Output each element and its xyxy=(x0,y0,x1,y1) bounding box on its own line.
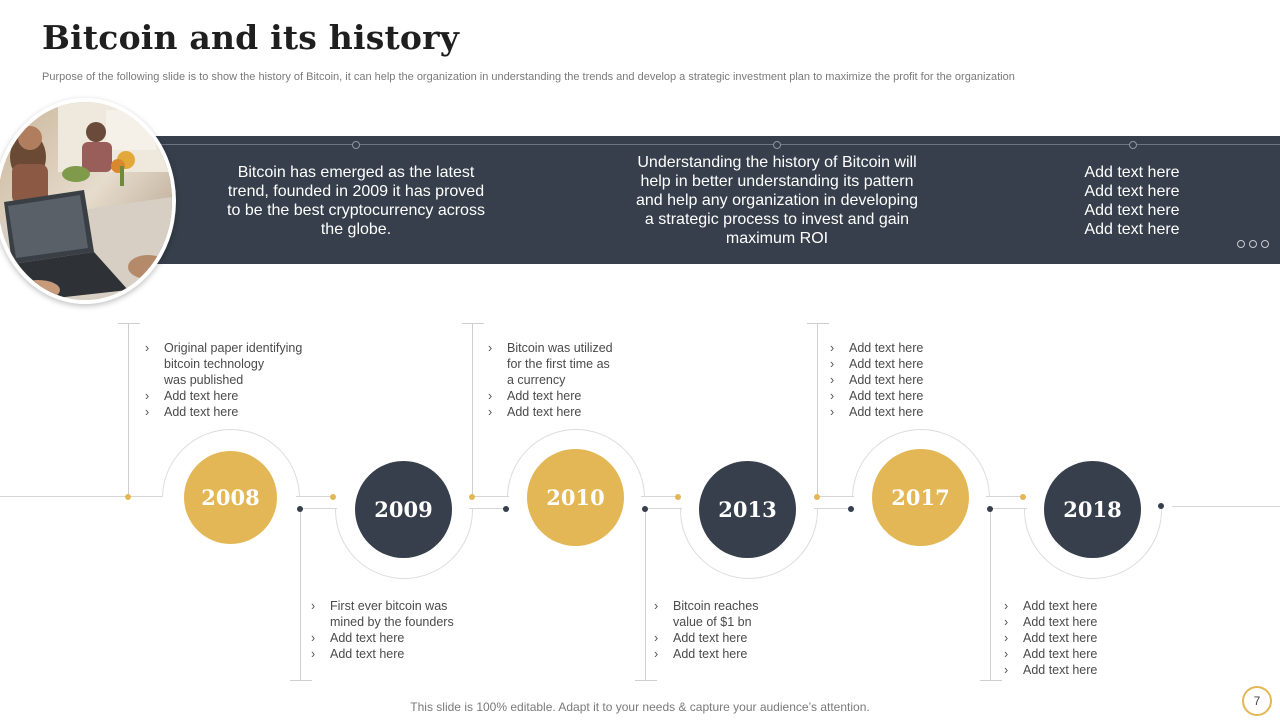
chevron-right-icon: › xyxy=(830,357,835,371)
chevron-right-icon: › xyxy=(1004,599,1009,613)
timeline-dot xyxy=(675,494,681,500)
chevron-right-icon: › xyxy=(1004,631,1009,645)
leader-line xyxy=(817,323,818,497)
chevron-right-icon: › xyxy=(488,341,493,355)
leader-line xyxy=(645,508,646,680)
band-marker xyxy=(773,141,781,149)
band-marker xyxy=(1129,141,1137,149)
connector xyxy=(986,496,1023,497)
list-item: › Add text here xyxy=(488,389,582,403)
chevron-right-icon: › xyxy=(654,647,659,661)
list-item: › Bitcoin reaches xyxy=(654,599,759,613)
chevron-right-icon: › xyxy=(488,389,493,403)
leader-tick xyxy=(290,680,312,681)
list-item: bitcoin technology xyxy=(164,357,265,371)
year-circle-2009: 2009 xyxy=(355,461,452,558)
timeline-dot xyxy=(642,506,648,512)
list-item: › Add text here xyxy=(830,405,924,419)
list-item: › Add text here xyxy=(145,389,239,403)
chevron-right-icon: › xyxy=(1004,647,1009,661)
leader-tick xyxy=(980,680,1002,681)
connector xyxy=(645,508,682,509)
leader-line xyxy=(128,323,129,497)
timeline-dot xyxy=(848,506,854,512)
milestone-list-2017 xyxy=(830,340,923,420)
chevron-right-icon: › xyxy=(311,599,316,613)
list-item: › Add text here xyxy=(654,647,748,661)
year-circle-2018: 2018 xyxy=(1044,461,1141,558)
chevron-right-icon: › xyxy=(145,389,150,403)
list-item: for the first time as xyxy=(507,357,610,371)
connector xyxy=(300,508,337,509)
chevron-right-icon: › xyxy=(830,405,835,419)
list-item: › Add text here xyxy=(830,373,924,387)
milestone-list-2018 xyxy=(1004,598,1097,678)
footer-note: This slide is 100% editable. Adapt it to your needs & capture your audience’s attention. xyxy=(410,700,870,714)
list-item: › Add text here xyxy=(830,341,924,355)
list-item: › Bitcoin was utilized xyxy=(488,341,613,355)
band-text-2: Understanding the history of Bitcoin will help in better understanding its pattern and help any organization in developing a strategic process to invest and gain maximum ROI xyxy=(636,154,918,247)
chevron-right-icon: › xyxy=(488,405,493,419)
timeline-dot xyxy=(1020,494,1026,500)
chevron-right-icon: › xyxy=(830,373,835,387)
list-item: a currency xyxy=(507,373,566,387)
milestone-list-2009 xyxy=(311,598,454,662)
chevron-right-icon: › xyxy=(1004,615,1009,629)
chevron-right-icon: › xyxy=(830,341,835,355)
more-dot-icon[interactable] xyxy=(1249,240,1257,248)
list-item: › Add text here xyxy=(1004,631,1098,645)
chevron-right-icon: › xyxy=(145,341,150,355)
band-text-1: Bitcoin has emerged as the latest trend, founded in 2009 it has proved to be the best cryptocurrency across the globe. xyxy=(227,164,485,238)
milestone-list-2013 xyxy=(654,598,758,662)
connector xyxy=(817,496,854,497)
connector xyxy=(296,496,333,497)
chevron-right-icon: › xyxy=(1004,663,1009,677)
page-title: Bitcoin and its history xyxy=(42,18,460,57)
list-item: › Add text here xyxy=(311,631,405,645)
timeline-dot xyxy=(503,506,509,512)
timeline-dot xyxy=(814,494,820,500)
page-number: 7 xyxy=(1242,686,1272,716)
timeline-dot xyxy=(469,494,475,500)
timeline-dot xyxy=(125,494,131,500)
office-photo xyxy=(0,98,176,304)
timeline-line xyxy=(1161,506,1280,507)
year-circle-2010: 2010 xyxy=(527,449,624,546)
chevron-right-icon: › xyxy=(654,599,659,613)
milestone-list-2010 xyxy=(488,340,613,420)
list-item: › Add text here xyxy=(145,405,239,419)
office-photo-illustration xyxy=(0,102,172,300)
list-item: › Add text here xyxy=(1004,599,1098,613)
list-item: › Add text here xyxy=(488,405,582,419)
list-item: › Add text here xyxy=(1004,615,1098,629)
connector xyxy=(472,496,509,497)
band-marker xyxy=(352,141,360,149)
timeline-dot xyxy=(1158,503,1164,509)
list-item: › Add text here xyxy=(830,389,924,403)
timeline-dot xyxy=(297,506,303,512)
chevron-right-icon: › xyxy=(830,389,835,403)
band-text-3: Add text here Add text here Add text here Add text here xyxy=(1084,164,1180,238)
more-dot-icon[interactable] xyxy=(1261,240,1269,248)
list-item: value of $1 bn xyxy=(673,615,752,629)
list-item: › Add text here xyxy=(654,631,748,645)
leader-line xyxy=(300,508,301,680)
more-dot-icon[interactable] xyxy=(1237,240,1245,248)
chevron-right-icon: › xyxy=(654,631,659,645)
chevron-right-icon: › xyxy=(311,631,316,645)
chevron-right-icon: › xyxy=(311,647,316,661)
list-item: › Original paper identifying xyxy=(145,341,303,355)
connector xyxy=(990,508,1027,509)
chevron-right-icon: › xyxy=(145,405,150,419)
year-circle-2017: 2017 xyxy=(872,449,969,546)
timeline-line xyxy=(0,496,128,497)
band-divider xyxy=(150,144,1280,145)
timeline-dot xyxy=(330,494,336,500)
leader-tick xyxy=(462,323,484,324)
list-item: › Add text here xyxy=(311,647,405,661)
list-item: mined by the founders xyxy=(330,615,454,629)
timeline-dot xyxy=(987,506,993,512)
leader-line xyxy=(472,323,473,497)
leader-line xyxy=(990,508,991,680)
list-item: › Add text here xyxy=(1004,647,1098,661)
leader-tick xyxy=(118,323,140,324)
list-item: › Add text here xyxy=(830,357,924,371)
year-circle-2008: 2008 xyxy=(184,451,277,544)
list-item: was published xyxy=(164,373,244,387)
list-item: › First ever bitcoin was xyxy=(311,599,448,613)
page-subtitle: Purpose of the following slide is to show the history of Bitcoin, it can help the organization in understanding the trends and develop a strategic investment plan to maximize the profit for the organization xyxy=(42,71,1015,83)
leader-tick xyxy=(635,680,657,681)
milestone-list-2008 xyxy=(145,340,302,420)
leader-tick xyxy=(807,323,829,324)
list-item: › Add text here xyxy=(1004,663,1098,677)
connector xyxy=(641,496,678,497)
year-circle-2013: 2013 xyxy=(699,461,796,558)
